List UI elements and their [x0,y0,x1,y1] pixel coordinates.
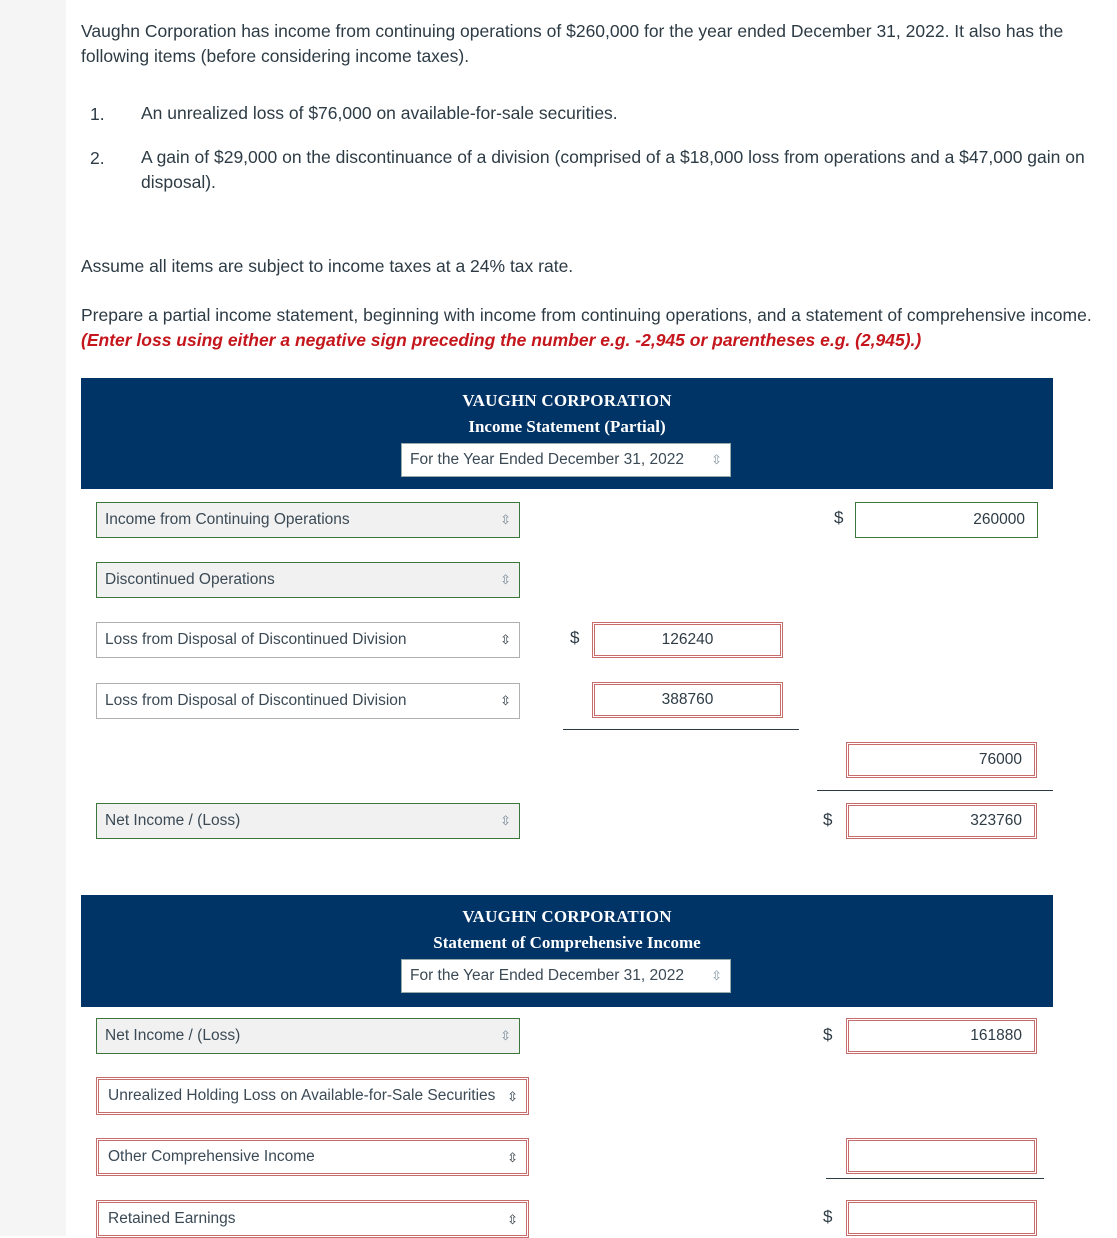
row3-label: Loss from Disposal of Discontinued Division [105,631,407,648]
company-name: VAUGHN CORPORATION [462,907,672,926]
ci-row4-label: Retained Earnings [108,1210,236,1227]
currency-symbol: $ [834,508,844,527]
currency-symbol: $ [823,1025,833,1044]
row4-label-select[interactable] [96,683,520,719]
income-statement-header [81,378,1053,489]
currency-symbol: $ [570,628,580,647]
entry-note: (Enter loss using either a negative sign preceding the number e.g. -2,945 or parentheses e.g. (2,945).) [81,330,922,350]
ci-row2-label-select[interactable] [96,1077,529,1115]
chevron-updown-icon: ⇳ [507,1150,518,1165]
row3-label-select[interactable] [96,622,520,658]
item-text-1: An unrealized loss of $76,000 on available-for-sale securities. [141,103,618,123]
chevron-updown-icon: ⇳ [500,693,511,708]
ci-row3-amount-input[interactable] [846,1138,1037,1174]
ci-row3-label: Other Comprehensive Income [108,1148,315,1165]
chevron-updown-icon: ⇳ [711,968,722,983]
row4-label: Loss from Disposal of Discontinued Division [105,692,407,709]
left-margin [0,0,66,1236]
row2-label-select[interactable] [96,562,520,598]
comprehensive-income-header [81,895,1053,1007]
ci-row3-label-select[interactable] [96,1138,529,1176]
ci-row1-amount-input[interactable]: 161880 [846,1018,1037,1054]
row1-label: Income from Continuing Operations [105,511,350,528]
total-underline [826,1178,1044,1179]
row2-label: Discontinued Operations [105,571,275,588]
problem-intro: Vaughn Corporation has income from continuing operations of $260,000 for the year ended December 31, 2022. It also has the following items (before considering income taxes). [81,21,1064,66]
row6-label-select[interactable] [96,803,520,839]
period-select-value: For the Year Ended December 31, 2022 [410,967,685,984]
chevron-updown-icon: ⇳ [507,1089,518,1104]
chevron-updown-icon: ⇳ [500,512,511,527]
ci-row4-label-select[interactable] [96,1200,529,1238]
chevron-updown-icon: ⇳ [500,1028,511,1043]
chevron-updown-icon: ⇳ [507,1212,518,1227]
row1-label-select[interactable] [96,502,520,538]
item-number-1: 1. [90,104,105,124]
chevron-updown-icon: ⇳ [500,632,511,647]
row6-amount-input[interactable]: 323760 [846,803,1037,839]
item-number-2: 2. [90,148,105,168]
chevron-updown-icon: ⇳ [711,452,722,467]
period-select-value: For the Year Ended December 31, 2022 [410,451,685,468]
currency-symbol: $ [823,1207,833,1226]
ci-row2-label: Unrealized Holding Loss on Available-for-Sale Securities [108,1087,496,1104]
item-text-2: A gain of $29,000 on the discontinuance of a division (comprised of a $18,000 loss from operations and a $47,000 gain on disposal). [141,147,1085,192]
total-underline [817,790,1053,791]
period-select[interactable] [401,443,731,477]
chevron-updown-icon: ⇳ [500,813,511,828]
subtotal-underline [563,729,799,730]
ci-row1-label-select[interactable] [96,1018,520,1054]
row4-amount-input[interactable]: 388760 [592,682,783,718]
period-select[interactable] [401,959,731,993]
statement-title: Statement of Comprehensive Income [433,933,701,952]
currency-symbol: $ [823,810,833,829]
ci-row4-amount-input[interactable] [846,1200,1037,1236]
statement-title: Income Statement (Partial) [468,417,666,436]
chevron-updown-icon: ⇳ [500,572,511,587]
instruction-text: Prepare a partial income statement, beginning with income from continuing operations, and a statement of comprehensive income. [81,305,1092,325]
row6-label: Net Income / (Loss) [105,812,241,829]
assumption-text: Assume all items are subject to income taxes at a 24% tax rate. [81,256,574,276]
row5-amount-input[interactable]: 76000 [846,742,1037,778]
row3-amount-input[interactable]: 126240 [592,622,783,658]
ci-row1-label: Net Income / (Loss) [105,1027,241,1044]
company-name: VAUGHN CORPORATION [462,391,672,410]
row1-amount-input[interactable]: 260000 [855,502,1038,538]
